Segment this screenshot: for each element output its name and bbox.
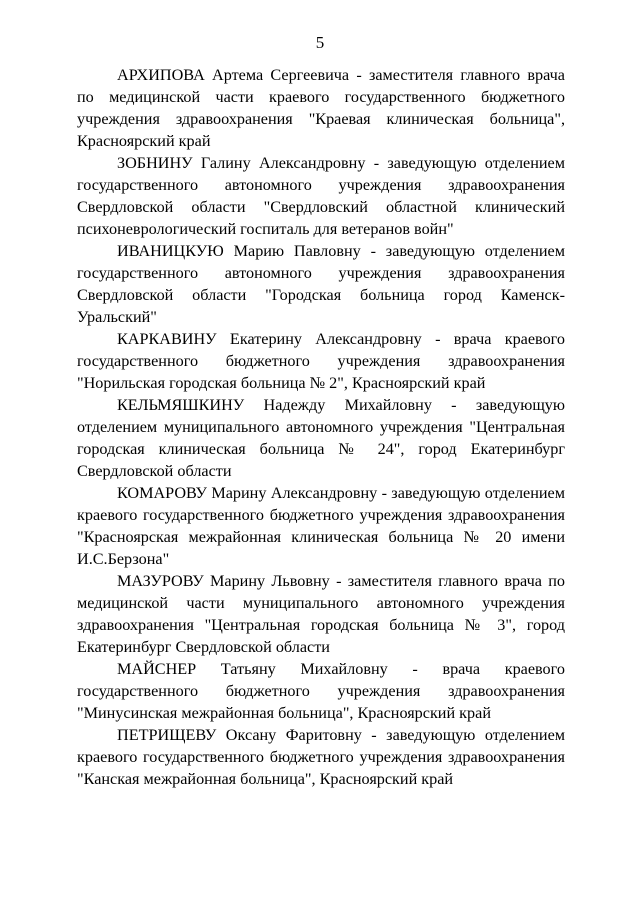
list-entry-arkhipov: АРХИПОВА Артема Сергеевича - заместителя главного врача по медицинской части краевого государственного бюджетного учреждения здравоохранения "Краевая клиническая больница", Красноярский край	[77, 66, 565, 150]
list-entry-petrishcheva: ПЕТРИЩЕВУ Оксану Фаритовну - заведующую отделением краевого государственного бюджетного учреждения здравоохранения "Канская межрайонная больница", Красноярский край	[77, 726, 565, 788]
list-entry-ivanitskaya: ИВАНИЦКУЮ Марию Павловну - заведующую отделением государственного автономного учреждения здравоохранения Свердловской области "Городская больница город Каменск-Уральский"	[77, 242, 565, 326]
list-entry-kelmyashkina: КЕЛЬМЯШКИНУ Надежду Михайловну - заведующую отделением муниципального автономного учреждения "Центральная городская клиническая больница № 24", город Екатеринбург Свердловской области	[77, 396, 565, 480]
list-entry-komarova: КОМАРОВУ Марину Александровну - заведующую отделением краевого государственного бюджетного учреждения здравоохранения "Красноярская межрайонная клиническая больница № 20 имени И.С.Берзона"	[77, 484, 565, 568]
award-list	[77, 64, 565, 790]
page-number: 5	[315, 33, 325, 52]
list-entry-karkavina: КАРКАВИНУ Екатерину Александровну - врача краевого государственного бюджетного учреждения здравоохранения "Норильская городская больница № 2", Красноярский край	[77, 330, 565, 392]
list-entry-zobnina: ЗОБНИНУ Галину Александровну - заведующую отделением государственного автономного учреждения здравоохранения Свердловской области "Свердловский областной клинический психоневрологический госпиталь для ветеранов войн"	[77, 154, 565, 238]
list-entry-mazurova: МАЗУРОВУ Марину Львовну - заместителя главного врача по медицинской части муниципального автономного учреждения здравоохранения "Центральная городская больница № 3", город Екатеринбург Свердловской области	[77, 572, 565, 656]
list-entry-maysner: МАЙСНЕР Татьяну Михайловну - врача краевого государственного бюджетного учреждения здравоохранения "Минусинская межрайонная больница", Красноярский край	[77, 660, 565, 722]
